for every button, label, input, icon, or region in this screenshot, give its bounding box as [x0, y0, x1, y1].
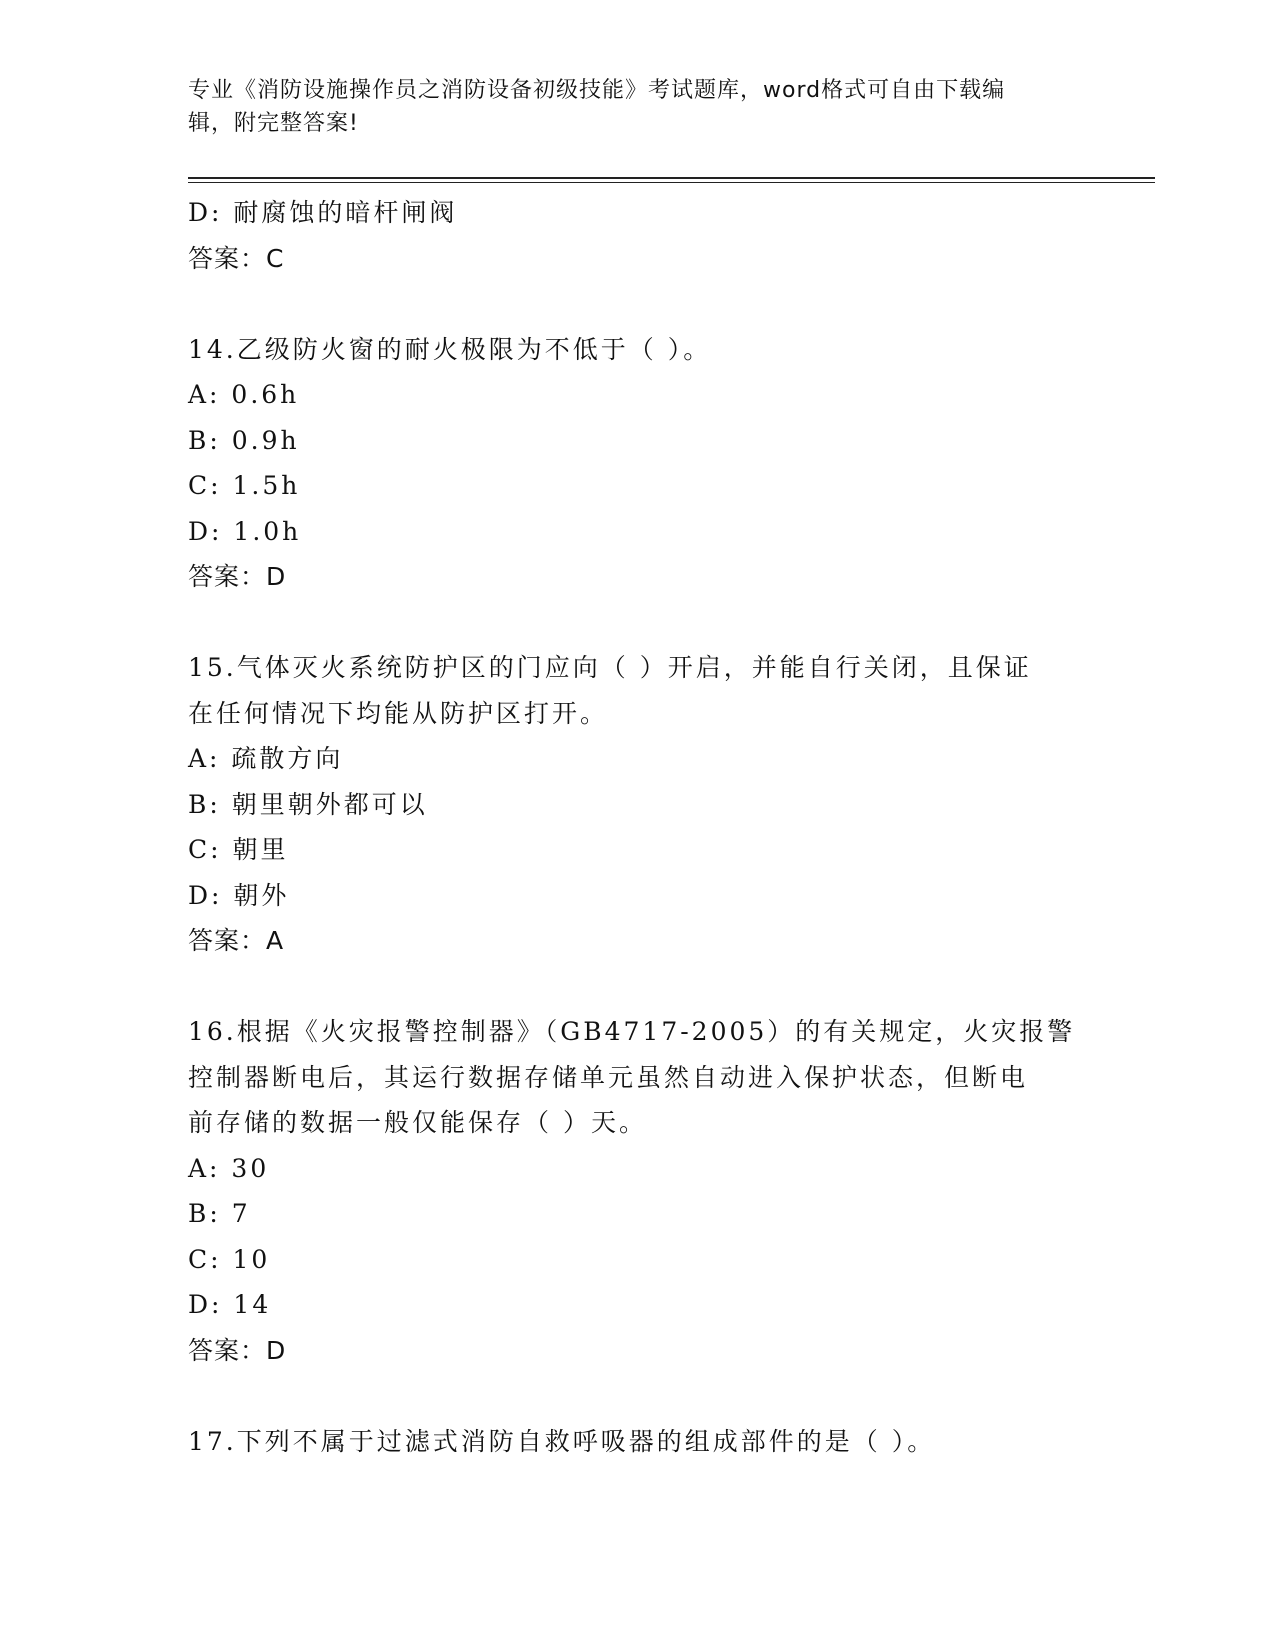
spacer — [188, 281, 1088, 327]
spacer — [188, 1373, 1088, 1419]
question-list — [188, 190, 1088, 1464]
option-a: A: 0.6h — [188, 380, 300, 409]
question-17 — [188, 1419, 1088, 1465]
answer: 答案：D — [188, 1335, 287, 1365]
spacer — [188, 600, 1088, 646]
answer: 答案：A — [188, 926, 285, 955]
question-stem-line-2: 在任何情况下均能从防护区打开。 — [188, 698, 609, 728]
option-c: C: 10 — [188, 1244, 271, 1274]
document-header — [188, 74, 1068, 140]
header-divider-thin — [188, 182, 1155, 183]
header-line-1: 专业《消防设施操作员之消防设备初级技能》考试题库，word格式可自由下载编 — [188, 78, 1006, 103]
question-stem: 17.下列不属于过滤式消防自救呼吸器的组成部件的是（ ）。 — [188, 1426, 936, 1456]
option-b: B: 7 — [188, 1199, 251, 1228]
question-stem-line-3: 前存储的数据一般仅能保存（ ）天。 — [188, 1108, 647, 1137]
answer: 答案：D — [188, 562, 287, 591]
question-stem-line-2: 控制器断电后，其运行数据存储单元虽然自动进入保护状态，但断电 — [188, 1062, 1029, 1092]
question-stem-line-1: 15.气体灭火系统防护区的门应向（ ）开启，并能自行关闭，且保证 — [188, 653, 1032, 682]
question-stem: 14.乙级防火窗的耐火极限为不低于（ ）。 — [188, 334, 712, 364]
option-c: C: 1.5h — [188, 471, 301, 500]
header-line-2: 辑，附完整答案! — [188, 111, 359, 136]
option-d: D: 14 — [188, 1290, 272, 1319]
spacer — [188, 964, 1088, 1010]
question-stem-line-1: 16.根据《火灾报警控制器》（GB4717-2005）的有关规定，火灾报警 — [188, 1017, 1076, 1046]
prev-answer: 答案：C — [188, 243, 285, 273]
option-d: D: 1.0h — [188, 516, 302, 546]
question-15 — [188, 645, 1088, 964]
option-a: A: 30 — [188, 1153, 270, 1183]
option-b: B: 0.9h — [188, 425, 300, 455]
question-16 — [188, 1009, 1088, 1373]
prev-option-d: D: 耐腐蚀的暗杆闸阀 — [188, 198, 458, 227]
question-14 — [188, 327, 1088, 600]
option-d: D: 朝外 — [188, 880, 290, 910]
option-a: A: 疏散方向 — [188, 744, 344, 773]
option-c: C: 朝里 — [188, 835, 289, 864]
header-divider-thick — [188, 177, 1155, 179]
option-b: B: 朝里朝外都可以 — [188, 789, 428, 819]
